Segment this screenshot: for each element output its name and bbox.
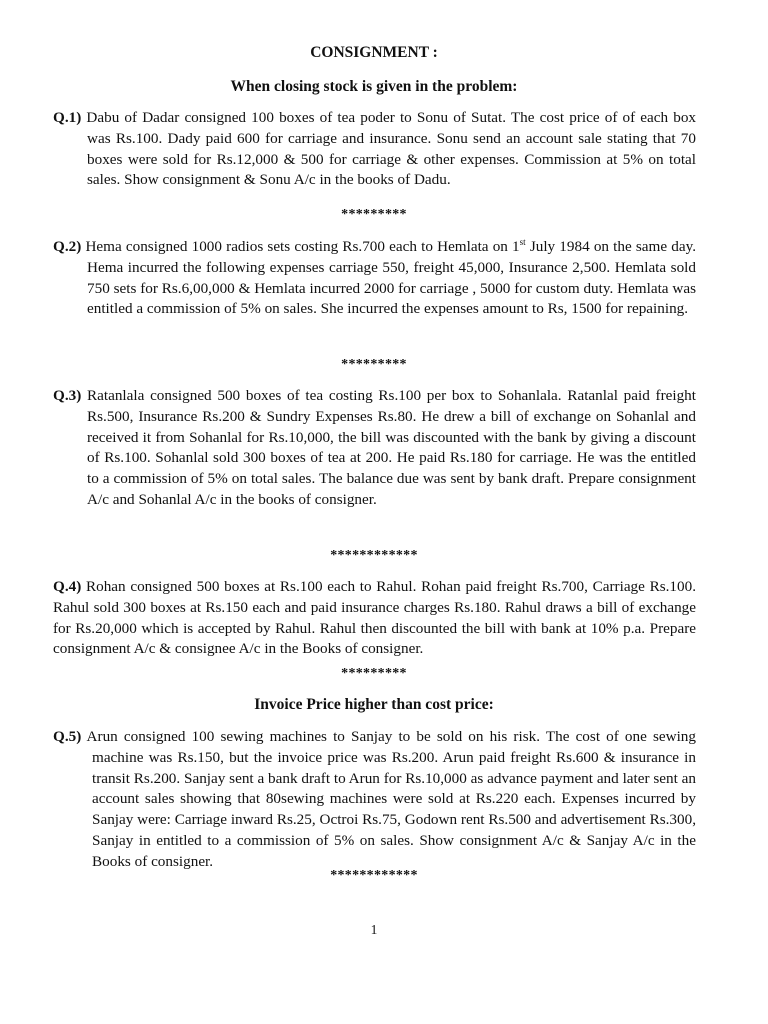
question-text: Arun consigned 100 sewing machines to Sanjay to be sold on his risk. The cost of one sewing machine was Rs.150, but the invoice price was Rs.200. Arun paid freight Rs.600 & insurance in transit Rs.200. Sanjay sent a bank draft to Arun for Rs.10,000 as advance payment and later sent an account sales showing that 80sewing machines were sold at Rs.220 each. Expenses incurred by Sanjay were: Carriage inward Rs.25, Octroi Rs.75, Godown rent Rs.500 and advertisement Rs.300, Sanjay in entitled to a commission of 5% on sales. Show consignment A/c & Sanjay A/c in the Books of consigner. [86,728,696,870]
question-number: Q.3) [53,387,82,404]
section-heading-invoice-price: Invoice Price higher than cost price: [254,696,494,713]
question-number: Q.2) [53,238,82,255]
question-2 [53,237,696,320]
section-heading-closing-stock: When closing stock is given in the problem: [230,78,518,95]
question-text: Ratanlala consigned 500 boxes of tea costing Rs.100 per box to Sohanlala. Ratanlal paid freight Rs.500, Insurance Rs.200 & Sundry Expenses Rs.80. He drew a bill of exchange on Sohanlal and received it from Sohanlal for Rs.10,000, the bill was discounted with the bank by giving a discount of Rs.100. Sohanlal sold 300 boxes of tea at 200. He paid Rs.180 for carriage. He was the entitled to a commission of 5% on total sales. The balance due was sent by bank draft. Prepare consignment A/c and Sohanlal A/c in the books of consigner. [87,387,696,508]
question-text-cont: July 1984 on the same day. Hema incurred the following expenses carriage 550, freight 45,000, Insurance 2,500. Hemlata sold 750 sets for Rs.6,00,000 & Hemlata incurred 2000 for carriage , 5000 for custom duty. Hemlata was entitled a commission of 5% on sales. She incurred the expenses amount to Rs, 1500 for repaining. [87,238,697,318]
separator: ************ [330,548,418,563]
question-text: Rohan consigned 500 boxes at Rs.100 each to Rahul. Rohan paid freight Rs.700, Carriage Rs.100. Rahul sold 300 boxes at Rs.150 each and paid insurance charges Rs.180. Rahul draws a bill of exchange for Rs.20,000 which is accepted by Rahul. Rahul then discounted the bill with bank at 10% p.a. Prepare consignment A/c & consignee A/c in the Books of consigner. [53,578,697,658]
question-text: Hema consigned 1000 radios sets costing Rs.700 each to Hemlata on 1 [85,238,520,255]
question-3 [53,386,696,511]
question-4 [53,577,696,660]
ordinal-suffix: st [519,236,526,247]
question-5 [53,727,696,873]
question-number: Q.4) [53,578,82,595]
separator: ********* [341,207,407,222]
page-title: CONSIGNMENT : [310,44,438,61]
page-number: 1 [370,922,378,937]
separator: ********* [341,666,407,681]
question-text: Dabu of Dadar consigned 100 boxes of tea poder to Sonu of Sutat. The cost price of of each box was Rs.100. Dady paid 600 for carriage and insurance. Sonu send an account sale stating that 70 boxes were sold for Rs.12,000 & 500 for carriage & other expenses. Commission at 5% on total sales. Show consignment & Sonu A/c in the books of Dadu. [86,109,697,189]
separator: ********* [341,357,407,372]
question-number: Q.1) [53,109,82,126]
question-number: Q.5) [53,728,82,745]
question-1 [53,108,696,191]
separator: ************ [330,868,418,883]
